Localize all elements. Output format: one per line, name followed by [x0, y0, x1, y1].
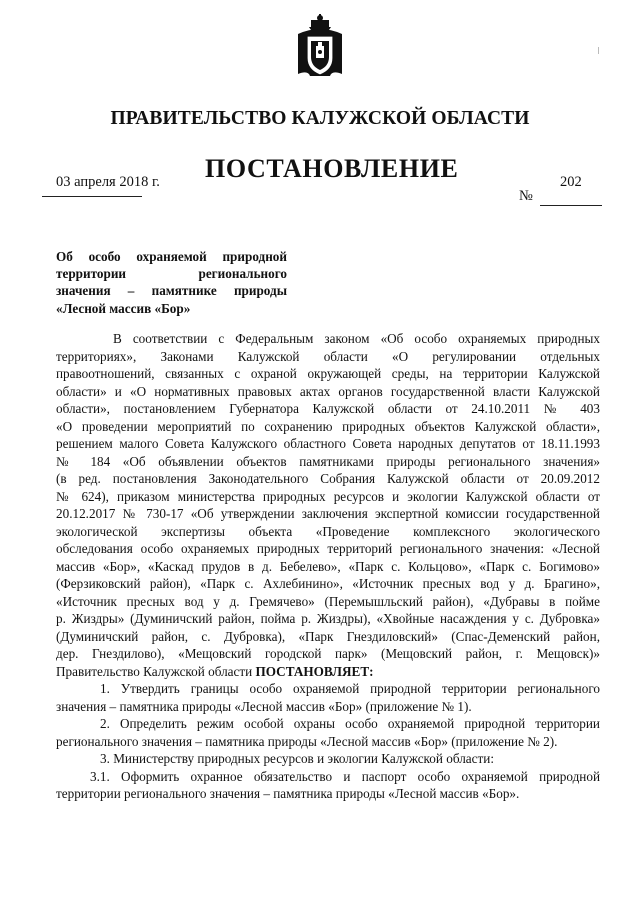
document-subject [56, 248, 287, 317]
preamble-line: экологической экспертизы объекта «Проведение комплексного экологического [56, 523, 600, 539]
resolution-line [56, 663, 600, 681]
document-type-title: ПОСТАНОВЛЕНИЕ [205, 154, 459, 183]
item-1-line: значения – памятника природы «Лесной массив «Бор» (приложение № 1). [56, 698, 472, 714]
subject-line: значения – памятнике природы [56, 283, 287, 299]
preamble-line: обследования особо охраняемых природных территорий регионального значения: «Лесной [56, 541, 600, 556]
item-3-1-line: 3.1. Оформить охранное обязательство и паспорт особо охраняемой природной [90, 768, 600, 784]
shield-icon [307, 36, 333, 75]
number-underline [540, 205, 602, 206]
crown-icon [309, 14, 331, 30]
preamble-line: массив «Бор», «Каскад прудов в д. Бебелево», «Парк с. Кольцово», «Парк с. Богимово» [56, 558, 600, 574]
subject-line: Об особо охраняемой природной [56, 249, 287, 264]
preamble-line: «Источник пресных вод у д. Гремячево» (Перемышльский район), «Дубравы в пойме [56, 593, 600, 609]
document-date: 03 апреля 2018 г. [56, 174, 160, 190]
preamble-line: 20.12.2017 № 730-17 «Об утверждении заключения экспертной комиссии государственной [56, 506, 600, 521]
subject-line: территории регионального [56, 266, 287, 282]
preamble-line: области» и «О нормативных правовых актах органов государственной власти Калужской [56, 383, 600, 399]
document-body [56, 330, 600, 803]
item-2-line: регионального значения – памятника природы «Лесной массив «Бор» (приложение № 2). [56, 733, 558, 749]
preamble-line: В соответствии с Федеральным законом «Об особо охраняемых природных [113, 331, 600, 346]
preamble-line: № 624), приказом министерства природных ресурсов и экологии Калужской области от [56, 488, 600, 504]
item-1-line: 1. Утвердить границы особо охраняемой природной территории регионального [100, 681, 600, 696]
resolution-lead: Правительство Калужской области [56, 663, 253, 679]
preamble-line: (Ферзиковский район), «Парк с. Ахлебинино», «Источник пресных вод у д. Брагино», [56, 576, 600, 591]
item-2-line: 2. Определить режим особой охраны особо охраняемой природной территории [100, 716, 600, 731]
number-sign: № [519, 188, 533, 204]
preamble-line: (в ред. постановления Законодательного Собрания Калужской области от 20.09.2012 [56, 471, 600, 486]
scan-mark [598, 47, 599, 54]
preamble-line: области», постановлением Губернатора Калужской области от 24.10.2011 № 403 [56, 401, 600, 416]
preamble-line: № 184 «Об объявлении объектов памятниками природы регионального значения» [56, 453, 600, 469]
preamble-line: «О проведении мероприятий по сохранению природных объектов Калужской области», [56, 418, 600, 434]
preamble-line: р. Жиздры» (Думиничский район, пойма р. Жиздры), «Хвойные насаждения у с. Дубровка» [56, 611, 600, 626]
coat-of-arms-emblem [296, 14, 344, 80]
preamble-line: (Думиничский район, с. Дубровка), «Парк Гнездиловский» (Спас-Деменский район, [56, 628, 600, 644]
preamble-line: решением малого Совета Калужского областного Совета народных депутатов от 18.11.1993 [56, 436, 600, 451]
preamble-line: территориях», Законами Калужской области «О регулировании отдельных [56, 348, 600, 364]
preamble-line: дер. Гнездилово), «Мещовский городской парк» (Мещовский район, г. Мещовск)» [56, 646, 600, 661]
item-3-1-line: территории регионального значения – памятника природы «Лесной массив «Бор». [56, 786, 520, 801]
document-number: 202 [560, 174, 582, 190]
resolution-word: ПОСТАНОВЛЯЕТ: [255, 663, 374, 679]
organization-title: ПРАВИТЕЛЬСТВО КАЛУЖСКОЙ ОБЛАСТИ [110, 108, 530, 129]
item-3-line: 3. Министерству природных ресурсов и экологии Калужской области: [100, 751, 494, 766]
date-underline [42, 196, 142, 197]
preamble-line: правоотношений, связанных с охраной окружающей среды, на территории Калужской [56, 366, 600, 381]
subject-line: «Лесной массив «Бор» [56, 300, 191, 316]
